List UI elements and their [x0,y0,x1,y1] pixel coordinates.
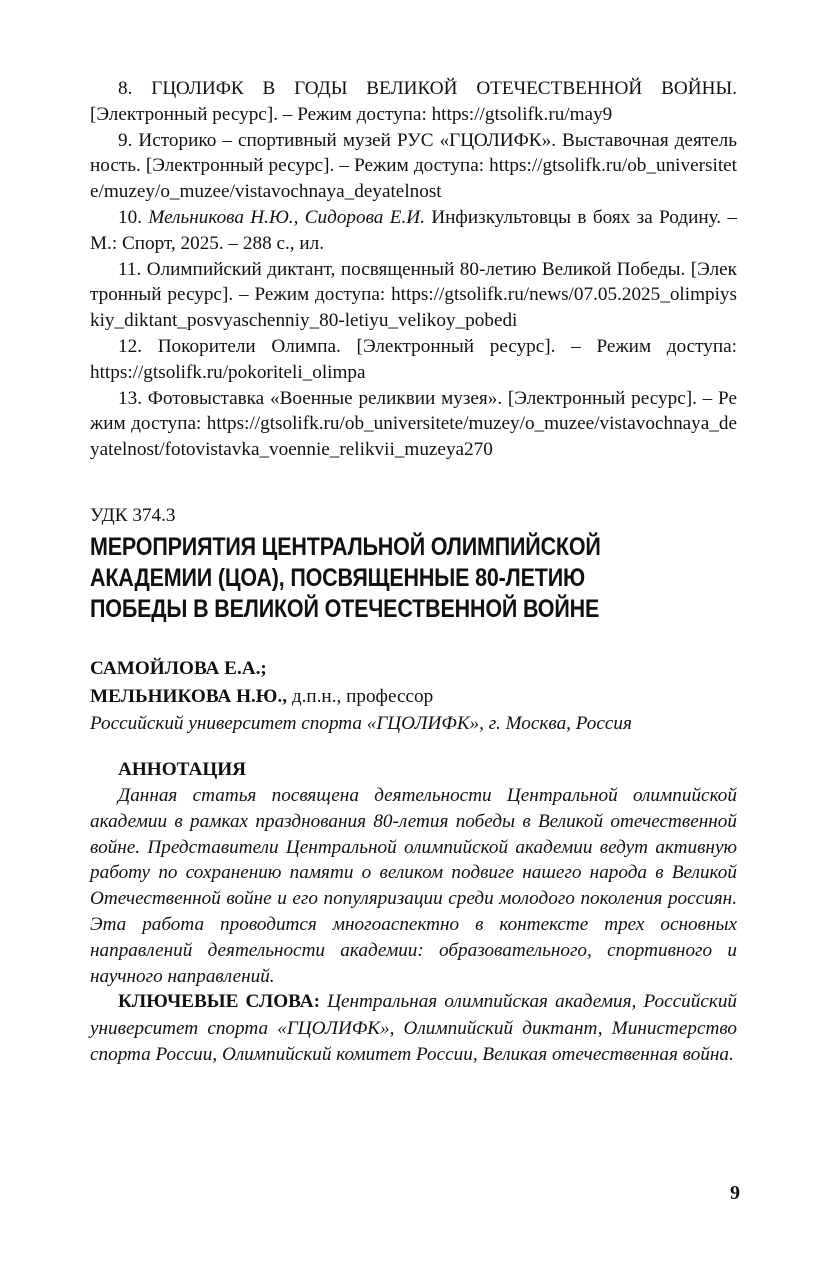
article-title [90,532,646,625]
author-degree: д.п.н., профессор [291,685,434,707]
references-list [90,76,737,463]
abstract-text: Данная статья посвящена деятельности Центральной олимпийской академии в рамках празднования 80-летия победы в Великой отечественной войне. Представители Центральной олимпийской академии ведут активную работу по сохранению памяти о великом подвиге нашего народа в Великой Отечественной войне и его популяризации среди молодого поколения россиян. Эта работа проводится многоаспектно в контексте трех основных направлений деятельности академии: образовательного, спортивного и научного направлений. [90,785,737,987]
udk-code: УДК 374.3 [90,505,176,526]
keywords-text: Центральная олимпийская академия, Российский университет спорта «ГЦОЛИФК», Олимпийский диктант, Министерство спорта России, Олимпийский комитет России, Великая отечественная война. [90,991,738,1066]
reference-item: 11. Олимпийский диктант, посвященный 80-летию Великой Победы. [Электронный ресурс]. – Режим доступа: https://gtsolifk.ru/news/07.05.2025_olimpiyskiy_diktant_posvyaschenniy_80-letiyu_velikoy_pobedi [90,258,737,332]
affiliation: Российский университет спорта «ГЦОЛИФК», г. Москва, Россия [90,713,632,734]
title-line: МЕРОПРИЯТИЯ ЦЕНТРАЛЬНОЙ ОЛИМПИЙСКОЙ [90,533,601,561]
reference-item: 9. Историко – спортивный музей РУС «ГЦОЛИФК». Выставочная деятельность. [Электронный ресурс]. – Режим доступа: https://gtsolifk.ru/ob_universitete/muzey/o_muzee/vistavochnaya_deyatelnost [90,129,737,203]
abstract-section [90,757,737,1069]
keywords [90,989,737,1069]
abstract-heading: АННОТАЦИЯ [118,759,247,780]
reference-item: 10. Мельникова Н.Ю., Сидорова Е.И. Инфизкультовцы в боях за Родину. – М.: Спорт, 2025. – 288 с., ил. [90,206,738,254]
page-number: 9 [730,1182,740,1204]
author-line [90,655,737,683]
keywords-label: КЛЮЧЕВЫЕ СЛОВА: [118,991,320,1013]
author-name: САМОЙЛОВА Е.А.; [90,658,267,679]
author-line [90,683,737,711]
title-line: ПОБЕДЫ В ВЕЛИКОЙ ОТЕЧЕСТВЕННОЙ ВОЙНЕ [90,595,600,623]
author-name: МЕЛЬНИКОВА Н.Ю., [90,685,288,707]
reference-item: 13. Фотовыставка «Военные реликвии музея». [Электронный ресурс]. – Режим доступа: https://gtsolifk.ru/ob_universitete/muzey/o_muzee/vistavochnaya_deyatelnost/fotovistavka_voennie_relikvii_muzeya270 [90,387,737,461]
title-line: АКАДЕМИИ (ЦОА), ПОСВЯЩЕННЫЕ 80-ЛЕТИЮ [90,564,585,592]
authors-block [90,655,737,738]
reference-item: 8. ГЦОЛИФК В ГОДЫ ВЕЛИКОЙ ОТЕЧЕСТВЕННОЙ ВОЙНЫ. [Электронный ресурс]. – Режим доступа: https://gtsolifk.ru/may9 [90,78,738,125]
reference-item: 12. Покорители Олимпа. [Электронный ресурс]. – Режим доступа: https://gtsolifk.ru/pokoriteli_olimpa [90,335,737,383]
reference-authors: Мельникова Н.Ю., Сидорова Е.И. [148,206,425,228]
